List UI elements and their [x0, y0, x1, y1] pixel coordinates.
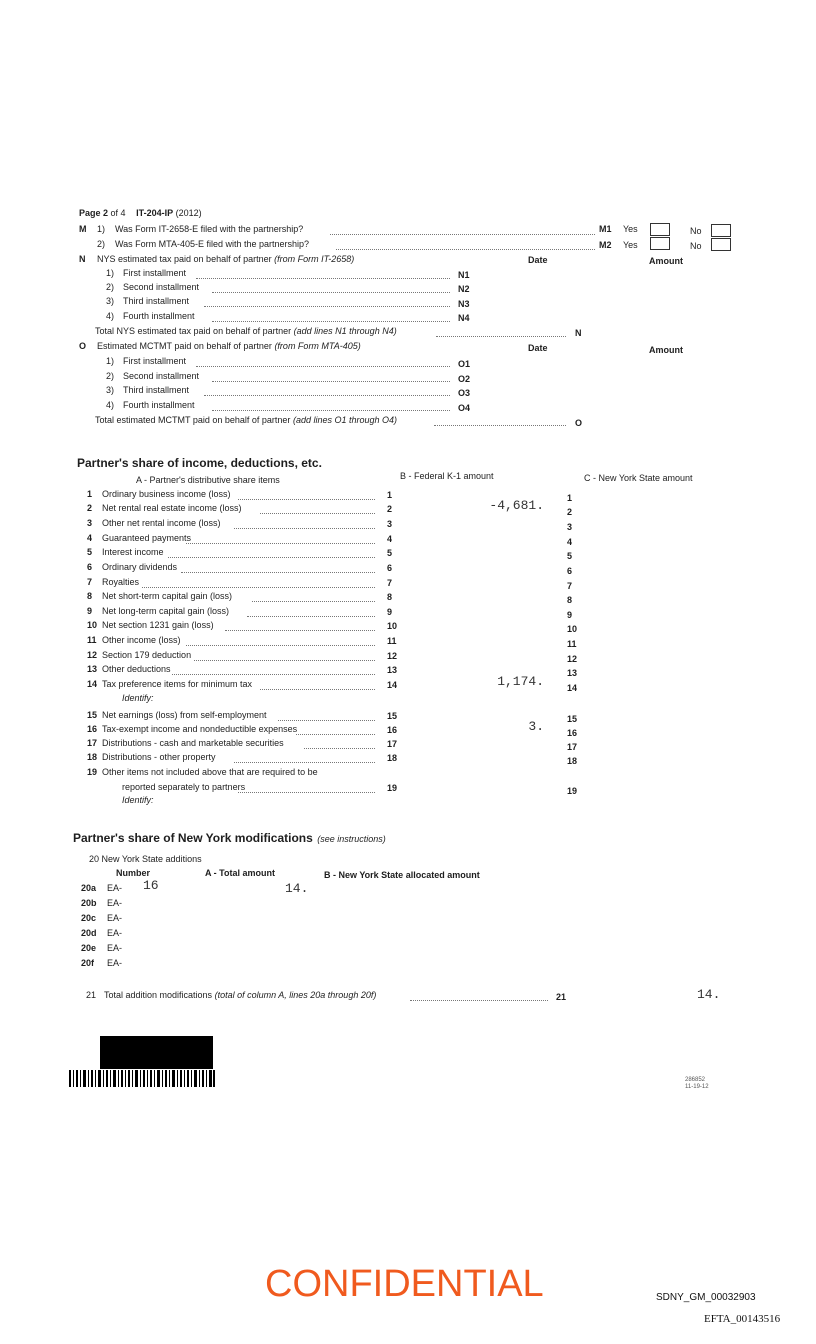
income-line-num: 17: [87, 738, 98, 748]
o-total-code: O: [575, 418, 583, 428]
form-code: 286852: [685, 1077, 706, 1083]
mod-number: 16: [143, 878, 159, 893]
income-line-code-c: 6: [567, 566, 573, 576]
income-line-code-c: 18: [567, 756, 578, 766]
income-line-code-b: 4: [387, 534, 393, 544]
income-line-num: 8: [87, 591, 93, 601]
n3-num: 3): [106, 296, 115, 306]
mod-ea-prefix: EA-: [107, 883, 123, 893]
mod-ea-prefix: EA-: [107, 928, 123, 938]
ny-mods-title-note: (see instructions): [317, 834, 386, 844]
income-line-label: Tax preference items for minimum tax: [102, 679, 253, 689]
income-line-code-b: 8: [387, 592, 393, 602]
identify-19: Identify:: [122, 795, 154, 805]
income-line-num: 6: [87, 562, 93, 572]
income-line-code-c: 19: [567, 786, 578, 796]
ny-mods-title: [73, 829, 386, 847]
section-o-title-note: (from Form MTA-405): [274, 341, 361, 351]
federal-k1-amount: -4,681.: [489, 498, 544, 513]
n4-num: 4): [106, 311, 115, 321]
n3-label: Third installment: [123, 296, 190, 306]
n1-num: 1): [106, 268, 115, 278]
mod-ea-prefix: EA-: [107, 958, 123, 968]
mod-ea-prefix: EA-: [107, 943, 123, 953]
section-o-amount-header: Amount: [649, 345, 683, 355]
income-line-num: 18: [87, 752, 98, 762]
mod-line-code: 20f: [81, 958, 95, 968]
mod-line-code: 20a: [81, 883, 97, 893]
section-o-title: [97, 341, 361, 351]
income-line-code-b: 6: [387, 563, 393, 573]
income-line-num: 13: [87, 664, 98, 674]
o-total-note: (add lines O1 through O4): [292, 415, 398, 425]
income-line-num: 5: [87, 547, 93, 557]
income-line-label: Distributions - other property: [102, 752, 216, 762]
income-line-code-c: 3: [567, 522, 573, 532]
income-line-code-b: 10: [387, 621, 398, 631]
n-total-note: (add lines N1 through N4): [293, 326, 397, 336]
income-line-code-b: 12: [387, 651, 398, 661]
income-line-code-c: 12: [567, 654, 578, 664]
n1-label: First installment: [123, 268, 187, 278]
bates-number-2: EFTA_00143516: [704, 1313, 781, 1325]
n2-num: 2): [106, 282, 115, 292]
income-col-c-header: C - New York State amount: [584, 473, 693, 483]
mod-total-amount: 14.: [285, 881, 309, 896]
mod-ea-prefix: EA-: [107, 913, 123, 923]
page-label: Page 2: [79, 208, 109, 218]
o2-num: 2): [106, 371, 115, 381]
m1-num: 1): [97, 224, 106, 234]
income-line-num: 14: [87, 679, 98, 689]
m2-yes-label: Yes: [623, 240, 638, 250]
federal-k1-amount: 1,174.: [497, 674, 544, 689]
col-number-header: Number: [116, 868, 151, 878]
o4-num: 4): [106, 400, 115, 410]
income-line-label: Net section 1231 gain (loss): [102, 620, 214, 630]
income-line-code-c: 1: [567, 493, 573, 503]
income-line-num: 1: [87, 489, 93, 499]
identify-14: Identify:: [122, 693, 154, 703]
line21-code: 21: [556, 992, 567, 1002]
o2-label: Second installment: [123, 371, 200, 381]
income-line-label: reported separately to partners: [122, 782, 246, 792]
income-line-num: 3: [87, 518, 93, 528]
income-line-num: 4: [87, 533, 93, 543]
income-line-code-b: 13: [387, 665, 398, 675]
income-line-code-b: 11: [387, 636, 397, 646]
mod-line-code: 20c: [81, 913, 97, 923]
line21-note: (total of column A, lines 20a through 20f): [214, 990, 377, 1000]
page-header: [79, 208, 202, 218]
col-ny-allocated-header: B - New York State allocated amount: [324, 870, 480, 880]
line20-label: 20 New York State additions: [89, 854, 202, 864]
income-line-code-b: 3: [387, 519, 393, 529]
m1-yes-label: Yes: [623, 224, 638, 234]
income-line-label: Other deductions: [102, 664, 171, 674]
form-name: IT-204-IP: [136, 208, 174, 218]
mod-line-code: 20b: [81, 898, 97, 908]
m1-no-label: No: [690, 226, 702, 236]
m1-text: Was Form IT-2658-E filed with the partnership?: [115, 224, 304, 234]
income-line-code-b: 17: [387, 739, 398, 749]
form-year: (2012): [175, 208, 202, 218]
line21-text: Total addition modifications: [104, 990, 213, 1000]
income-line-label: Guaranteed payments: [102, 533, 192, 543]
income-line-label: Other income (loss): [102, 635, 181, 645]
income-line-label: Ordinary dividends: [102, 562, 178, 572]
mod-line-code: 20e: [81, 943, 97, 953]
income-line-code-c: 9: [567, 610, 573, 620]
ny-mods-title-text: Partner's share of New York modifications: [73, 831, 313, 845]
section-n-title: [97, 254, 354, 264]
income-line-code-b: 9: [387, 607, 393, 617]
income-line-code-c: 8: [567, 595, 573, 605]
income-line-code-c: 16: [567, 728, 578, 738]
m2-yes-checkbox[interactable]: [650, 237, 670, 250]
income-line-code-b: 7: [387, 578, 393, 588]
income-line-code-b: 16: [387, 725, 398, 735]
income-line-code-b: 18: [387, 753, 398, 763]
income-col-a-header: A - Partner's distributive share items: [136, 475, 280, 485]
section-o-title-text: Estimated MCTMT paid on behalf of partner: [97, 341, 272, 351]
income-line-code-c: 11: [567, 639, 577, 649]
section-n-amount-header: Amount: [649, 256, 683, 266]
o3-num: 3): [106, 385, 115, 395]
income-line-code-c: 4: [567, 537, 573, 547]
n2-label: Second installment: [123, 282, 200, 292]
federal-k1-amount: 3.: [528, 719, 544, 734]
income-line-label: Interest income: [102, 547, 164, 557]
income-line-num: 10: [87, 620, 98, 630]
line21-label: [104, 990, 376, 1000]
income-line-code-c: 17: [567, 742, 578, 752]
income-line-num: 11: [87, 635, 97, 645]
m2-no-checkbox[interactable]: [711, 238, 731, 251]
income-line-code-b: 19: [387, 783, 398, 793]
mod-line-code: 20d: [81, 928, 97, 938]
income-line-num: 19: [87, 767, 98, 777]
section-n-date-header: Date: [528, 255, 548, 265]
line21-value: 14.: [697, 987, 721, 1002]
section-n-title-note: (from Form IT-2658): [274, 254, 355, 264]
income-line-code-c: 7: [567, 581, 573, 591]
income-line-code-c: 2: [567, 507, 573, 517]
col-total-amount-header: A - Total amount: [205, 868, 275, 878]
form-date: 11-19-12: [685, 1084, 709, 1090]
income-line-label: Other items not included above that are required to be: [102, 767, 318, 777]
income-col-b-header: B - Federal K-1 amount: [400, 471, 494, 481]
income-line-num: 2: [87, 503, 93, 513]
n1-code: N1: [458, 270, 470, 280]
n3-code: N3: [458, 299, 470, 309]
page-of: of 4: [110, 208, 126, 218]
m2-no-label: No: [690, 241, 702, 251]
n4-label: Fourth installment: [123, 311, 195, 321]
income-line-num: 12: [87, 650, 98, 660]
income-line-num: 15: [87, 710, 98, 720]
n2-code: N2: [458, 284, 470, 294]
income-line-code-c: 10: [567, 624, 578, 634]
o-total-label: [95, 415, 397, 425]
income-line-code-c: 5: [567, 551, 573, 561]
income-line-label: Net short-term capital gain (loss): [102, 591, 233, 601]
income-line-code-b: 14: [387, 680, 398, 690]
m2-code: M2: [599, 240, 612, 250]
income-line-code-b: 5: [387, 548, 393, 558]
line21-num: 21: [86, 990, 97, 1000]
income-line-code-b: 1: [387, 490, 393, 500]
income-title: Partner's share of income, deductions, etc.: [77, 456, 322, 470]
n-total-text: Total NYS estimated tax paid on behalf of partner: [95, 326, 292, 336]
n4-code: N4: [458, 313, 470, 323]
o3-label: Third installment: [123, 385, 190, 395]
o4-label: Fourth installment: [123, 400, 195, 410]
o1-num: 1): [106, 356, 115, 366]
o4-code: O4: [458, 403, 471, 413]
o3-code: O3: [458, 388, 471, 398]
n-total-label: [95, 326, 397, 336]
income-line-code-c: 13: [567, 668, 578, 678]
income-line-label: Net long-term capital gain (loss): [102, 606, 230, 616]
barcode: [69, 1036, 215, 1088]
income-line-label: Distributions - cash and marketable securities: [102, 738, 284, 748]
o-total-text: Total estimated MCTMT paid on behalf of partner: [95, 415, 291, 425]
mod-ea-prefix: EA-: [107, 898, 123, 908]
income-line-label: Ordinary business income (loss): [102, 489, 231, 499]
section-o-letter: O: [79, 341, 87, 351]
barcode-bars: [69, 1036, 215, 1088]
income-line-label: Net earnings (loss) from self-employment: [102, 710, 267, 720]
income-line-code-c: 15: [567, 714, 578, 724]
income-line-num: 7: [87, 577, 93, 587]
m1-yes-checkbox[interactable]: [650, 223, 670, 236]
m2-num: 2): [97, 239, 106, 249]
o2-code: O2: [458, 374, 471, 384]
income-line-label: Net rental real estate income (loss): [102, 503, 242, 513]
section-n-letter: N: [79, 254, 86, 264]
m1-code: M1: [599, 224, 612, 234]
income-line-label: Section 179 deduction: [102, 650, 192, 660]
o1-code: O1: [458, 359, 471, 369]
income-line-label: Other net rental income (loss): [102, 518, 221, 528]
section-n-title-text: NYS estimated tax paid on behalf of partner: [97, 254, 272, 264]
m2-text: Was Form MTA-405-E filed with the partnership?: [115, 239, 310, 249]
n-total-code: N: [575, 328, 582, 338]
income-line-num: 16: [87, 724, 98, 734]
bates-number-1: SDNY_GM_00032903: [656, 1292, 756, 1303]
income-line-label: Tax-exempt income and nondeductible expenses: [102, 724, 298, 734]
income-line-label: Royalties: [102, 577, 140, 587]
confidential-stamp: CONFIDENTIAL: [265, 1263, 544, 1305]
income-line-code-b: 2: [387, 504, 393, 514]
section-m-letter: M: [79, 224, 87, 234]
income-line-num: 9: [87, 606, 93, 616]
o1-label: First installment: [123, 356, 187, 366]
section-o-date-header: Date: [528, 343, 548, 353]
income-line-code-b: 15: [387, 711, 398, 721]
income-line-code-c: 14: [567, 683, 578, 693]
m1-no-checkbox[interactable]: [711, 224, 731, 237]
